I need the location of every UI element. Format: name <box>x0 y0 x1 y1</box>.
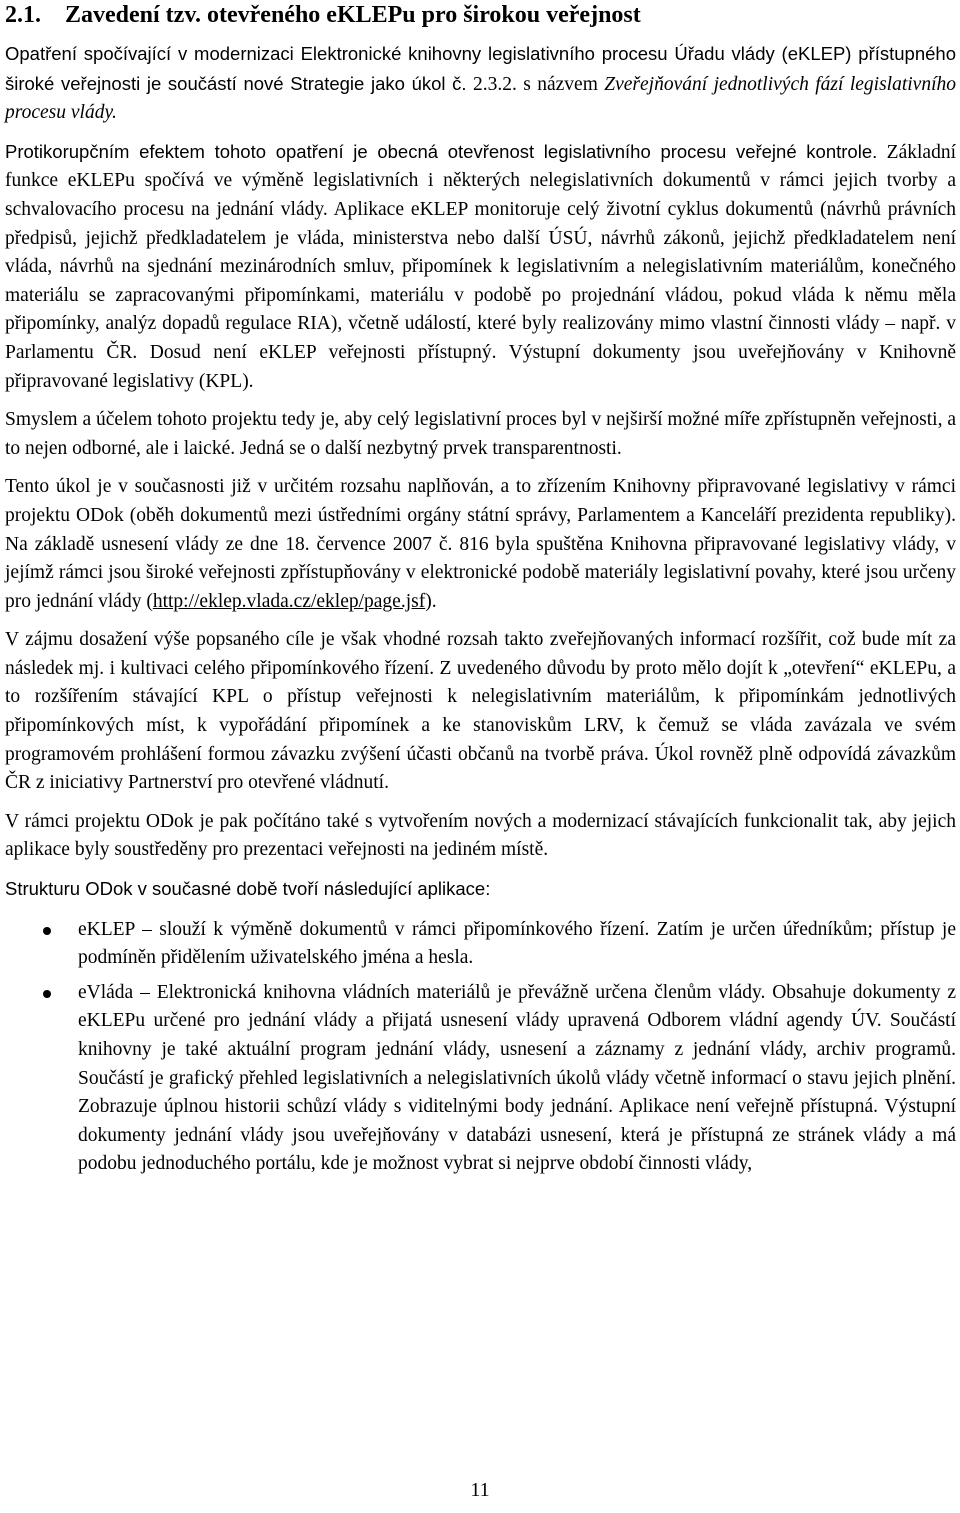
paragraph-current-state <box>5 473 956 616</box>
paragraph-expansion: V zájmu dosažení výše popsaného cíle je však vhodné rozsah takto zveřejňovaných informací rozšířit, což bude mít za následek mj. i kultivaci celého připomínkového řízení. Z uvedeného důvodu by proto mělo dojít k „otevření“ eKLEPu, a to rozšířením stávající KPL o přístup veřejnosti k nelegislativním materiálům, k připomínkám jednotlivých připomínkových míst, k vypořádání připomínek a ke stanoviskům LRV, k čemuž se vláda zavázala ve svém programovém prohlášení formou závazku zvýšení účasti občanů na tvorbě práva. Úkol rovněž plně odpovídá závazkům ČR z iniciativy Partnerství pro otevřené vládnutí. <box>5 629 956 794</box>
intro-italic-title: Zveřejňování jednotlivých fází legislativního procesu vlády. <box>5 73 956 124</box>
anticorruption-lead: Protikorupčním efektem tohoto opatření je obecná otevřenost legislativního procesu veřejné kontrole. <box>5 140 878 162</box>
anticorruption-body: Základní funkce eKLEPu spočívá ve výměně legislativních i některých nelegislativních dokumentů v rámci jejich tvorby a schvalovacího procesu na jednání vlády. Aplikace eKLEP monitoruje celý životní cyklus dokumentů (návrhů právních předpisů, jejichž předkladatelem je vláda, ministerstva nebo další ÚSÚ, návrhů zákonů, jejichž předkladatelem není vláda, návrhů na sjednání mezinárodních smluv, připomínek k legislativním a nelegislativním materiálům, konečného materiálu se zapracovanými připomínkami, materiálu v podobě po projednání vládou, pokud vláda k němu měla připomínky, analýz dopadů regulace RIA), včetně událostí, které byly realizovány mimo vlastní činnosti vlády – např. v Parlamentu ČR. Dosud není eKLEP veřejnosti přístupný. Výstupní dokumenty jsou uveřejňovány v Knihovně připravované legislativy (KPL). <box>5 141 956 392</box>
current-state-tail: ). <box>425 590 437 612</box>
paragraph-structure: Strukturu ODok v současné době tvoří následující aplikace: <box>5 878 491 900</box>
intro-ref: 2.3.2. s názvem <box>466 73 605 95</box>
page-number: 11 <box>470 1479 490 1501</box>
list-item <box>5 916 956 973</box>
list-item-text: eKLEP – slouží k výměně dokumentů v rámci připomínkového řízení. Zatím je určen úředníkům; přístup je podmíněn přidělením uživatelského jména a hesla. <box>78 918 956 969</box>
section-title: Zavedení tzv. otevřeného eKLEPu pro širokou veřejnost <box>65 2 641 28</box>
bullet-icon <box>43 990 51 998</box>
paragraph-purpose: Smyslem a účelem tohoto projektu tedy je, aby celý legislativní proces byl v nejširší možné míře zpřístupněn veřejnosti, a to nejen odborné, ale i laické. Jedná se o další nezbytný prvek transparentnosti. <box>5 409 956 459</box>
paragraph-intro <box>5 40 956 128</box>
bullet-icon <box>43 927 51 935</box>
section-heading <box>5 0 956 40</box>
application-list <box>5 916 956 1179</box>
list-item-text: eVláda – Elektronická knihovna vládních materiálů je převážně určena členům vlády. Obsahuje dokumenty z eKLEPu určené pro jednání vlády a přijatá usnesení vlády upravená Odborem vládní agendy ÚV. Součástí knihovny je také aktuální program jednání vlády, usnesení a záznamy z jednání vlády, archiv programů. Součástí je grafický přehled legislativních a nelegislativních úkolů vlády včetně informací o stavu jejich plnění. Zobrazuje úplnou historii schůzí vlády s viditelnými body jednání. Aplikace není veřejně přístupná. Výstupní dokumenty jednání vlády jsou uveřejňovány v databázi usnesení, která je přístupná ze stránek vlády a má podobu jednoduchého portálu, kde je možnost vybrat si nejprve období činnosti vlády, <box>78 981 956 1175</box>
intro-lead: Opatření spočívající v modernizaci Elektronické knihovny legislativního procesu Úřadu vlády (eKLEP) přístupného široké veřejnosti je součástí nové Strategie jako úkol č. <box>5 43 956 94</box>
eklep-link[interactable]: http://eklep.vlada.cz/eklep/page.jsf <box>152 590 426 612</box>
paragraph-odok: V rámci projektu ODok je pak počítáno také s vytvořením nových a modernizací stávajících funkcionalit tak, aby jejich aplikace byly soustředěny pro prezentaci veřejnosti na jediném místě. <box>5 810 956 861</box>
list-item <box>5 979 956 1179</box>
section-number: 2.1. <box>5 2 41 28</box>
current-state-text: Tento úkol je v současnosti již v určitém rozsahu naplňován, a to zřízením Knihovny připravované legislativy v rámci projektu ODok (oběh dokumentů mezi ústředními orgány státní správy, Parlamentem a Kanceláří prezidenta republiky). Na základě usnesení vlády ze dne 18. července 2007 č. 816 byla spuštěna Knihovna připravované legislativy vlády, v jejímž rámci jsou široké veřejnosti zpřístupňovány v elektronické podobě materiály legislativní povahy, které jsou určeny pro jednání vlády ( <box>5 476 956 612</box>
paragraph-anticorruption <box>5 138 956 396</box>
